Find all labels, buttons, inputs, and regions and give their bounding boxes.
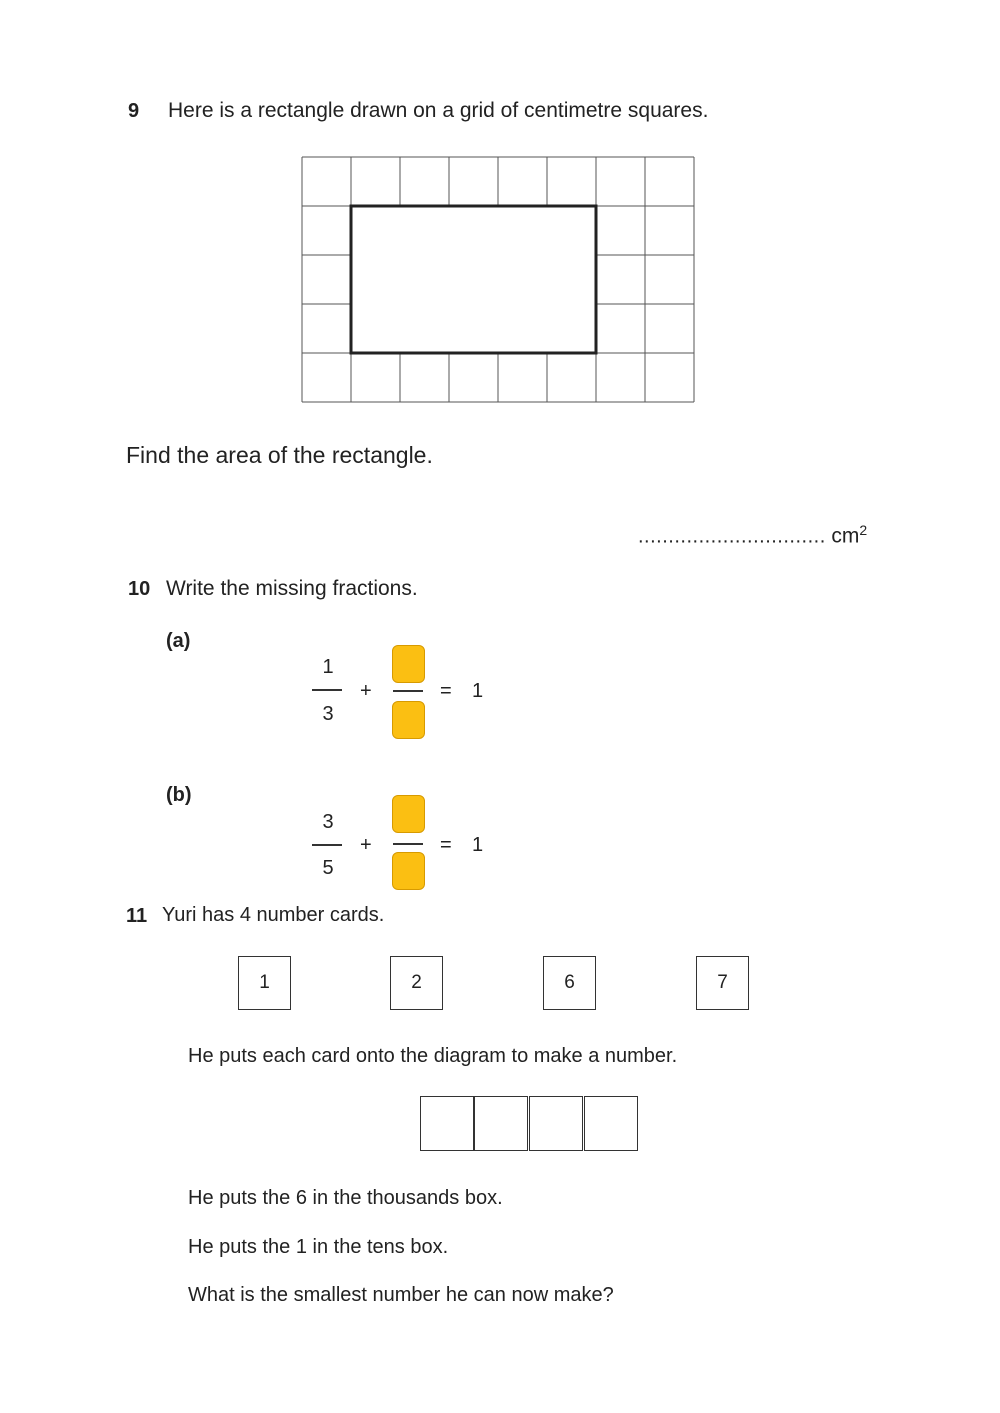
number-card[interactable]: 6 bbox=[543, 956, 596, 1010]
number-card[interactable]: 2 bbox=[390, 956, 443, 1010]
fraction-bar bbox=[393, 690, 423, 692]
q10b-missing-denominator-input[interactable] bbox=[392, 852, 425, 890]
q9-number: 9 bbox=[128, 100, 140, 122]
q10a-result: 1 bbox=[472, 680, 484, 702]
q10-text: Write the missing fractions. bbox=[166, 577, 418, 600]
answer-unit: cm bbox=[831, 524, 860, 548]
q10a-denominator: 3 bbox=[322, 703, 334, 725]
thousands-box[interactable] bbox=[420, 1096, 474, 1151]
q9-answer-line[interactable] bbox=[638, 522, 867, 549]
q11-line1: He puts each card onto the diagram to make a number. bbox=[188, 1045, 678, 1067]
centimetre-grid bbox=[300, 156, 696, 404]
q10a-plus: + bbox=[360, 680, 372, 702]
answer-dots: ............................... bbox=[638, 525, 826, 548]
q10a-numerator: 1 bbox=[322, 656, 334, 678]
q11-line4: What is the smallest number he can now make? bbox=[188, 1284, 614, 1306]
fraction-bar bbox=[393, 843, 423, 845]
ones-box[interactable] bbox=[584, 1096, 638, 1151]
q11-line2: He puts the 6 in the thousands box. bbox=[188, 1187, 503, 1209]
q10b-given-fraction bbox=[308, 810, 348, 880]
tens-box[interactable] bbox=[529, 1096, 583, 1151]
q10a-missing-denominator-input[interactable] bbox=[392, 701, 425, 739]
q11-text: Yuri has 4 number cards. bbox=[162, 904, 385, 926]
q10a-equals: = bbox=[440, 680, 452, 702]
q10b-missing-numerator-input[interactable] bbox=[392, 795, 425, 833]
q10b-numerator: 3 bbox=[322, 811, 334, 833]
fraction-bar bbox=[312, 844, 342, 846]
q9-text: Here is a rectangle drawn on a grid of centimetre squares. bbox=[168, 99, 709, 122]
hundreds-box[interactable] bbox=[474, 1096, 528, 1151]
q10b-equals: = bbox=[440, 834, 452, 856]
q10b-plus: + bbox=[360, 834, 372, 856]
q10a-missing-numerator-input[interactable] bbox=[392, 645, 425, 683]
fraction-bar bbox=[312, 689, 342, 691]
number-card[interactable]: 7 bbox=[696, 956, 749, 1010]
q9-prompt: Find the area of the rectangle. bbox=[126, 442, 433, 468]
q11-number: 11 bbox=[126, 905, 148, 927]
q10b-result: 1 bbox=[472, 834, 484, 856]
q10b-label: (b) bbox=[166, 784, 192, 806]
q11-line3: He puts the 1 in the tens box. bbox=[188, 1236, 449, 1258]
q10a-label: (a) bbox=[166, 630, 191, 652]
q10a-given-fraction bbox=[308, 655, 348, 726]
number-card[interactable]: 1 bbox=[238, 956, 291, 1010]
q10-number: 10 bbox=[128, 578, 151, 600]
grid-rectangle bbox=[351, 206, 596, 353]
answer-unit-power: 2 bbox=[859, 522, 868, 538]
q10b-denominator: 5 bbox=[322, 857, 334, 879]
